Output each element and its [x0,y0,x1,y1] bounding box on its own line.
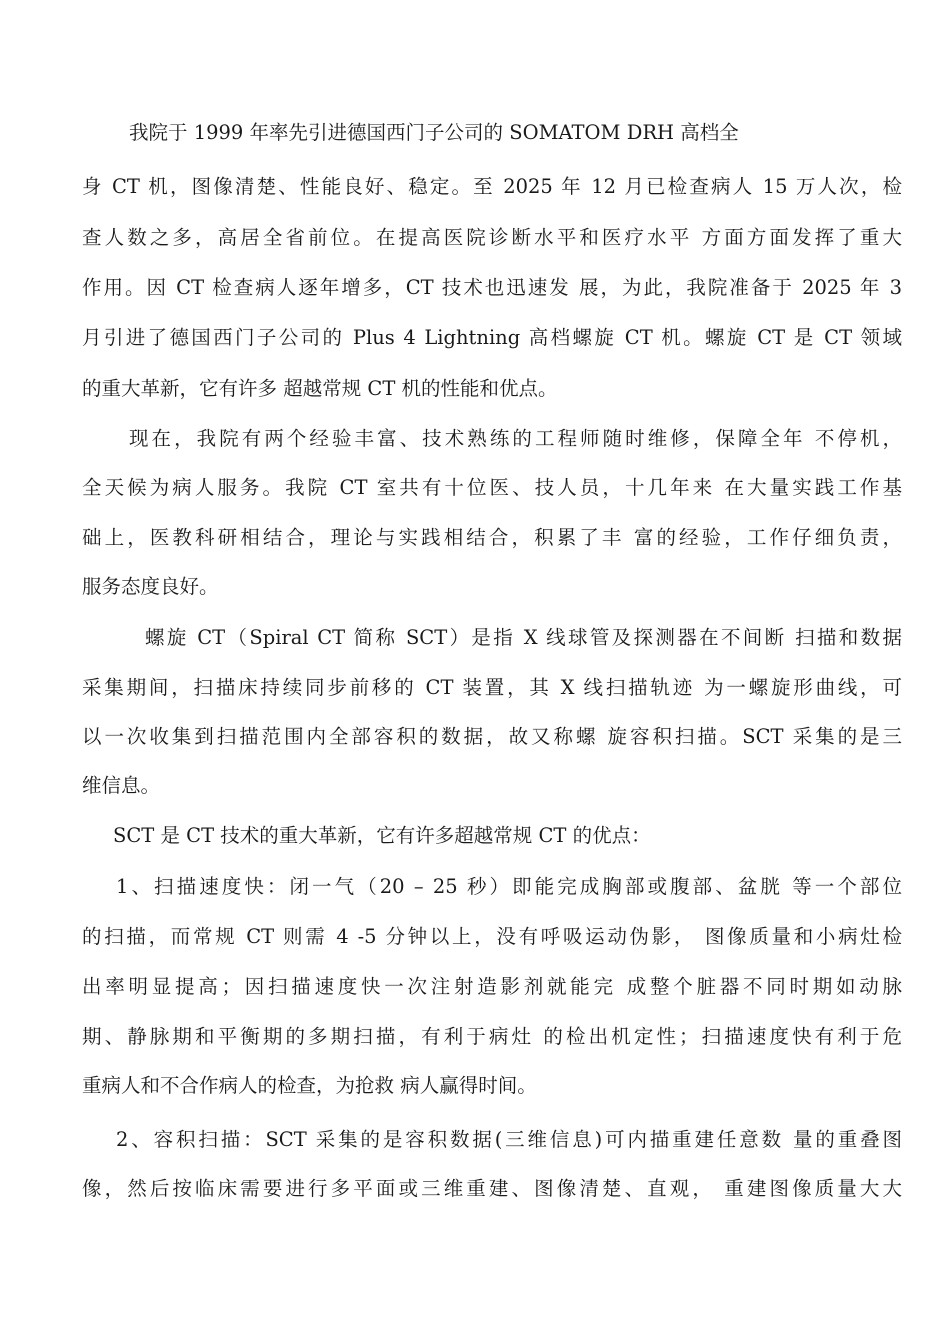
text-line-18: 出率明显提高；因扫描速度快一次注射造影剂就能完 成整个脏器不同时期如动脉 [82,975,902,998]
text-line-7: 现在，我院有两个经验丰富、技术熟练的工程师随时维修，保障全年 不停机， [129,427,902,450]
text-line-14: 维信息。 [82,774,161,797]
text-line-5: 月引进了德国西门子公司的 Plus 4 Lightning 高档螺旋 CT 机。螺旋 CT 是 CT 领域 [82,326,902,349]
text-line-4: 作用。因 CT 检查病人逐年增多，CT 技术也迅速发 展，为此，我院准备于 2025 年 3 [82,276,902,299]
text-line-12: 采集期间，扫描床持续同步前移的 CT 装置，其 X 线扫描轨迹 为一螺旋形曲线，可 [82,676,902,699]
text-line-1: 我院于 1999 年率先引进德国西门子公司的 SOMATOM DRH 高档全 [129,121,739,144]
text-line-13: 以一次收集到扫描范围内全部容积的数据，故又称螺 旋容积扫描。SCT 采集的是三 [82,725,902,748]
text-line-2: 身 CT 机，图像清楚、性能良好、稳定。至 2025 年 12 月已检查病人 15 万人次，检 [82,175,902,198]
text-line-9: 础上，医教科研相结合，理论与实践相结合，积累了丰 富的经验，工作仔细负责， [82,526,902,549]
text-line-11: 螺旋 CT（Spiral CT 简称 SCT）是指 X 线球管及探测器在不间断 扫描和数据 [145,626,902,649]
text-line-10: 服务态度良好。 [82,575,219,598]
text-line-22: 像，然后按临床需要进行多平面或三维重建、图像清楚、直观， 重建图像质量大大 [82,1177,902,1200]
text-line-19: 期、静脉期和平衡期的多期扫描，有利于病灶 的检出机定性；扫描速度快有利于危 [82,1025,902,1048]
text-line-6: 的重大革新，它有许多 超越常规 CT 机的性能和优点。 [82,377,558,400]
text-line-15: SCT 是 CT 技术的重大革新，它有许多超越常规 CT 的优点： [113,824,651,847]
text-line-3: 查人数之多，高居全省前位。在提高医院诊断水平和医疗水平 方面方面发挥了重大 [82,226,902,249]
text-line-21: 2、容积扫描：SCT 采集的是容积数据(三维信息)可内描重建任意数 量的重叠图 [116,1128,902,1151]
text-line-17: 的扫描，而常规 CT 则需 4 -5 分钟以上，没有呼吸运动伪影， 图像质量和小病灶检 [82,925,902,948]
text-line-16: 1、扫描速度快：闭一气（20 – 25 秒）即能完成胸部或腹部、盆胱 等一个部位 [116,875,902,898]
text-line-8: 全天候为病人服务。我院 CT 室共有十位医、技人员，十几年来 在大量实践工作基 [82,476,902,499]
text-line-20: 重病人和不合作病人的检查，为抢救 病人赢得时间。 [82,1074,537,1097]
